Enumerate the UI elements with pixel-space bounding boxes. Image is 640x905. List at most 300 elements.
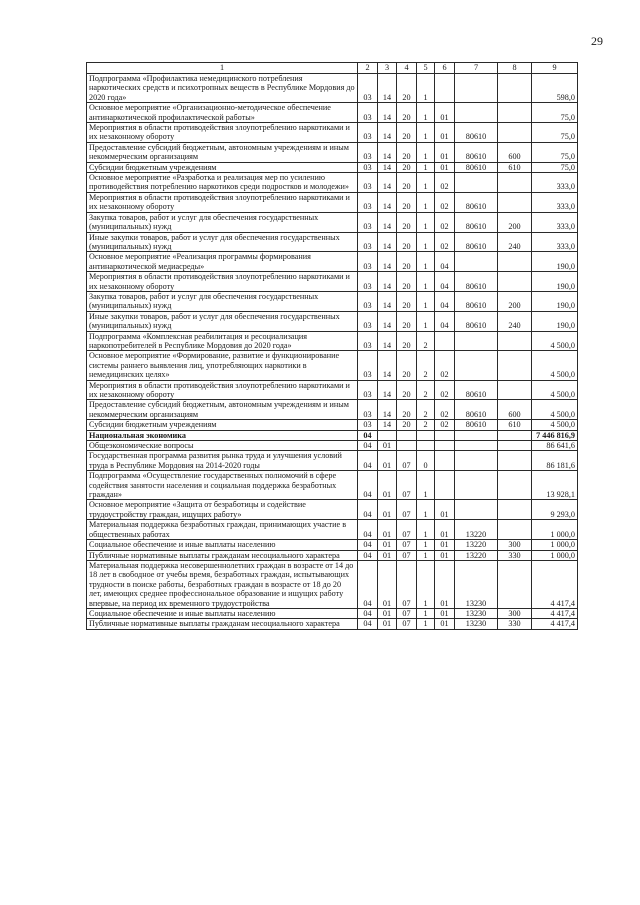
row-subsection: 01 <box>378 471 397 500</box>
row-subprogram: 1 <box>417 74 435 103</box>
row-expense-type: 240 <box>498 232 532 252</box>
row-name: Мероприятия в области противодействия злоупотреблению наркотиками и их незаконному обороту <box>87 192 358 212</box>
table-row <box>87 520 578 540</box>
row-subprogram: 2 <box>417 351 435 380</box>
table-row <box>87 74 578 103</box>
row-event: 02 <box>435 420 455 430</box>
row-section: 03 <box>358 192 378 212</box>
row-sum: 75,0 <box>532 103 578 123</box>
row-subprogram: 2 <box>417 420 435 430</box>
row-expense-type: 200 <box>498 212 532 232</box>
row-name: Социальное обеспечение и иные выплаты населению <box>87 608 358 618</box>
row-program: 20 <box>397 192 417 212</box>
table-row <box>87 471 578 500</box>
row-sum: 190,0 <box>532 291 578 311</box>
row-section: 04 <box>358 441 378 451</box>
row-program: 20 <box>397 212 417 232</box>
row-subprogram: 1 <box>417 471 435 500</box>
row-section: 04 <box>358 560 378 608</box>
row-program: 07 <box>397 471 417 500</box>
col-sum-header: 9 <box>532 63 578 74</box>
row-sum: 190,0 <box>532 252 578 272</box>
row-direction <box>455 103 498 123</box>
row-program: 07 <box>397 608 417 618</box>
table-header-row <box>87 63 578 74</box>
table-row <box>87 451 578 471</box>
col-expense-type-header: 8 <box>498 63 532 74</box>
table-row <box>87 123 578 143</box>
row-name: Основное мероприятие «Формирование, развитие и функционирование системы раннего выявления лиц, употребляющих наркотики в немедицинских целях» <box>87 351 358 380</box>
row-program: 20 <box>397 103 417 123</box>
row-direction <box>455 471 498 500</box>
row-subsection: 14 <box>378 351 397 380</box>
row-subsection: 14 <box>378 252 397 272</box>
row-subprogram: 0 <box>417 451 435 471</box>
table-row <box>87 420 578 430</box>
row-event: 01 <box>435 550 455 560</box>
row-subprogram: 1 <box>417 291 435 311</box>
row-name: Иные закупки товаров, работ и услуг для обеспечения государственных (муниципальных) нужд <box>87 311 358 331</box>
col-program-header: 4 <box>397 63 417 74</box>
row-direction <box>455 173 498 193</box>
row-expense-type: 600 <box>498 142 532 162</box>
row-sum: 1 000,0 <box>532 540 578 550</box>
table-row <box>87 331 578 351</box>
row-event <box>435 430 455 440</box>
table-row <box>87 162 578 172</box>
page-number: 29 <box>591 34 603 48</box>
row-subprogram: 1 <box>417 619 435 629</box>
row-expense-type <box>498 192 532 212</box>
table-row <box>87 441 578 451</box>
row-expense-type <box>498 560 532 608</box>
row-subsection <box>378 430 397 440</box>
col-subprogram-header: 5 <box>417 63 435 74</box>
row-name: Публичные нормативные выплаты гражданам несоциального характера <box>87 619 358 629</box>
row-subsection: 14 <box>378 162 397 172</box>
row-subprogram: 1 <box>417 192 435 212</box>
row-sum: 75,0 <box>532 123 578 143</box>
row-section: 04 <box>358 430 378 440</box>
row-program: 07 <box>397 540 417 550</box>
row-program: 07 <box>397 619 417 629</box>
row-subprogram: 1 <box>417 560 435 608</box>
row-subsection: 01 <box>378 560 397 608</box>
row-event: 02 <box>435 380 455 400</box>
row-event: 01 <box>435 619 455 629</box>
row-section: 03 <box>358 142 378 162</box>
table-row <box>87 608 578 618</box>
table-row <box>87 540 578 550</box>
row-section: 03 <box>358 123 378 143</box>
row-expense-type <box>498 520 532 540</box>
row-expense-type <box>498 331 532 351</box>
row-expense-type <box>498 430 532 440</box>
row-event: 02 <box>435 400 455 420</box>
row-subsection: 01 <box>378 441 397 451</box>
row-subprogram: 1 <box>417 252 435 272</box>
row-section: 04 <box>358 520 378 540</box>
row-name: Подпрограмма «Осуществление государственных полномочий в сфере содействия занятости населения и социальная поддержка безработных граждан» <box>87 471 358 500</box>
budget-table <box>86 62 578 630</box>
row-expense-type <box>498 173 532 193</box>
row-program: 20 <box>397 142 417 162</box>
row-program: 20 <box>397 162 417 172</box>
row-event: 04 <box>435 252 455 272</box>
row-subsection: 01 <box>378 520 397 540</box>
row-direction: 13230 <box>455 619 498 629</box>
row-subprogram: 1 <box>417 212 435 232</box>
row-sum: 333,0 <box>532 192 578 212</box>
table-row <box>87 430 578 440</box>
table-row <box>87 500 578 520</box>
row-subprogram: 1 <box>417 142 435 162</box>
row-direction <box>455 451 498 471</box>
row-name: Подпрограмма «Комплексная реабилитация и ресоциализация наркопотребителей в Республике Мордовия до 2020 года» <box>87 331 358 351</box>
row-expense-type: 330 <box>498 619 532 629</box>
row-program: 07 <box>397 560 417 608</box>
row-direction: 80610 <box>455 123 498 143</box>
row-subprogram <box>417 441 435 451</box>
row-event: 01 <box>435 123 455 143</box>
row-section: 03 <box>358 351 378 380</box>
row-section: 03 <box>358 212 378 232</box>
row-subsection: 14 <box>378 331 397 351</box>
row-direction: 80610 <box>455 291 498 311</box>
row-program: 20 <box>397 74 417 103</box>
row-expense-type: 300 <box>498 540 532 550</box>
row-section: 03 <box>358 232 378 252</box>
row-program: 20 <box>397 420 417 430</box>
row-name: Субсидии бюджетным учреждениям <box>87 162 358 172</box>
row-event: 01 <box>435 540 455 550</box>
row-program: 20 <box>397 272 417 292</box>
row-event: 04 <box>435 272 455 292</box>
row-program: 20 <box>397 400 417 420</box>
row-direction: 80610 <box>455 272 498 292</box>
row-sum: 333,0 <box>532 173 578 193</box>
row-sum: 333,0 <box>532 212 578 232</box>
row-expense-type <box>498 272 532 292</box>
table-row <box>87 619 578 629</box>
row-expense-type <box>498 451 532 471</box>
row-program: 07 <box>397 550 417 560</box>
row-name: Основное мероприятие «Защита от безработицы и содействие трудоустройству граждан, ищущих работу» <box>87 500 358 520</box>
row-sum: 333,0 <box>532 232 578 252</box>
row-sum: 190,0 <box>532 272 578 292</box>
row-expense-type <box>498 441 532 451</box>
row-subprogram: 1 <box>417 540 435 550</box>
row-event: 04 <box>435 311 455 331</box>
row-event <box>435 331 455 351</box>
row-direction: 13220 <box>455 520 498 540</box>
row-name: Мероприятия в области противодействия злоупотреблению наркотиками и их незаконному обороту <box>87 272 358 292</box>
row-section: 03 <box>358 380 378 400</box>
row-section: 03 <box>358 331 378 351</box>
row-subprogram: 1 <box>417 123 435 143</box>
row-name: Закупка товаров, работ и услуг для обеспечения государственных (муниципальных) нужд <box>87 291 358 311</box>
row-subsection: 14 <box>378 103 397 123</box>
col-event-header: 6 <box>435 63 455 74</box>
row-direction: 13230 <box>455 560 498 608</box>
row-section: 03 <box>358 272 378 292</box>
row-subsection: 14 <box>378 173 397 193</box>
row-sum: 190,0 <box>532 311 578 331</box>
row-subsection: 14 <box>378 272 397 292</box>
row-sum: 75,0 <box>532 142 578 162</box>
row-direction <box>455 500 498 520</box>
row-expense-type: 600 <box>498 400 532 420</box>
row-program <box>397 441 417 451</box>
row-section: 03 <box>358 162 378 172</box>
row-name: Мероприятия в области противодействия злоупотреблению наркотиками и их незаконному обороту <box>87 123 358 143</box>
row-event: 02 <box>435 192 455 212</box>
row-subsection: 14 <box>378 232 397 252</box>
row-name: Основное мероприятие «Разработка и реализация мер по усилению противодействия потреблению наркотиков среди подростков и молодежи» <box>87 173 358 193</box>
row-direction <box>455 74 498 103</box>
row-name: Подпрограмма «Профилактика немедицинского потребления наркотических средств и психотропных веществ в Республике Мордовия до 2020 года» <box>87 74 358 103</box>
row-subsection: 14 <box>378 192 397 212</box>
row-name: Материальная поддержка несовершеннолетних граждан в возрасте от 14 до 18 лет в свободное от учебы время, безработных граждан, испытывающих трудности в поиске работы, безработных граждан в возрасте от 18 до 20 лет, имеющих среднее профессиональное образование и ищущих работу впервые, на период их временного трудоустройства <box>87 560 358 608</box>
row-sum: 7 446 816,9 <box>532 430 578 440</box>
row-subprogram: 1 <box>417 272 435 292</box>
row-section: 03 <box>358 311 378 331</box>
row-program: 07 <box>397 451 417 471</box>
row-direction: 80610 <box>455 192 498 212</box>
table-row <box>87 232 578 252</box>
col-direction-header: 7 <box>455 63 498 74</box>
row-subprogram: 1 <box>417 520 435 540</box>
table-row <box>87 560 578 608</box>
col-section-header: 2 <box>358 63 378 74</box>
row-subsection: 01 <box>378 500 397 520</box>
col-name-header: 1 <box>87 63 358 74</box>
row-section: 04 <box>358 608 378 618</box>
row-section: 04 <box>358 451 378 471</box>
row-program: 20 <box>397 380 417 400</box>
row-subprogram: 2 <box>417 380 435 400</box>
row-section: 03 <box>358 420 378 430</box>
row-expense-type <box>498 500 532 520</box>
row-direction: 80610 <box>455 380 498 400</box>
row-event <box>435 451 455 471</box>
row-subsection: 14 <box>378 420 397 430</box>
row-subsection: 14 <box>378 212 397 232</box>
row-sum: 86 641,6 <box>532 441 578 451</box>
row-event: 02 <box>435 232 455 252</box>
row-subsection: 14 <box>378 74 397 103</box>
row-event <box>435 471 455 500</box>
row-section: 04 <box>358 619 378 629</box>
table-row <box>87 103 578 123</box>
row-sum: 598,0 <box>532 74 578 103</box>
row-name: Закупка товаров, работ и услуг для обеспечения государственных (муниципальных) нужд <box>87 212 358 232</box>
row-sum: 86 181,6 <box>532 451 578 471</box>
row-event: 04 <box>435 291 455 311</box>
row-direction: 80610 <box>455 162 498 172</box>
row-section: 03 <box>358 74 378 103</box>
table-body <box>87 74 578 630</box>
row-subsection: 01 <box>378 540 397 550</box>
row-sum: 1 000,0 <box>532 520 578 540</box>
row-subprogram: 1 <box>417 232 435 252</box>
table-row <box>87 550 578 560</box>
row-expense-type <box>498 252 532 272</box>
row-subprogram <box>417 430 435 440</box>
row-subsection: 14 <box>378 123 397 143</box>
row-direction: 13220 <box>455 550 498 560</box>
row-expense-type: 610 <box>498 162 532 172</box>
row-section: 03 <box>358 400 378 420</box>
row-direction: 80610 <box>455 420 498 430</box>
row-subprogram: 1 <box>417 500 435 520</box>
row-direction: 80610 <box>455 142 498 162</box>
row-subsection: 14 <box>378 380 397 400</box>
row-program: 20 <box>397 311 417 331</box>
row-subsection: 01 <box>378 550 397 560</box>
row-expense-type: 330 <box>498 550 532 560</box>
row-event: 01 <box>435 520 455 540</box>
col-subsection-header: 3 <box>378 63 397 74</box>
row-subsection: 14 <box>378 291 397 311</box>
row-event: 01 <box>435 608 455 618</box>
row-event: 01 <box>435 500 455 520</box>
table-row <box>87 380 578 400</box>
row-subsection: 14 <box>378 142 397 162</box>
row-event: 02 <box>435 351 455 380</box>
row-expense-type <box>498 471 532 500</box>
row-program: 07 <box>397 500 417 520</box>
table-row <box>87 173 578 193</box>
row-expense-type <box>498 123 532 143</box>
row-program: 20 <box>397 252 417 272</box>
row-event <box>435 441 455 451</box>
table-row <box>87 291 578 311</box>
row-direction: 13220 <box>455 540 498 550</box>
row-name: Субсидии бюджетным учреждениям <box>87 420 358 430</box>
row-sum: 9 293,0 <box>532 500 578 520</box>
row-sum: 4 500,0 <box>532 380 578 400</box>
row-name: Социальное обеспечение и иные выплаты населению <box>87 540 358 550</box>
row-expense-type <box>498 351 532 380</box>
row-program <box>397 430 417 440</box>
row-event: 01 <box>435 103 455 123</box>
row-expense-type: 240 <box>498 311 532 331</box>
row-program: 20 <box>397 123 417 143</box>
row-direction: 80610 <box>455 311 498 331</box>
row-direction <box>455 331 498 351</box>
row-name: Государственная программа развития рынка труда и улучшения условий труда в Республике Мордовия на 2014-2020 годы <box>87 451 358 471</box>
row-subprogram: 2 <box>417 331 435 351</box>
row-sum: 4 500,0 <box>532 420 578 430</box>
row-event: 02 <box>435 212 455 232</box>
row-event: 02 <box>435 173 455 193</box>
row-direction: 80610 <box>455 212 498 232</box>
table-row <box>87 400 578 420</box>
row-section: 04 <box>358 540 378 550</box>
row-subprogram: 1 <box>417 162 435 172</box>
row-sum: 4 417,4 <box>532 560 578 608</box>
row-program: 07 <box>397 520 417 540</box>
row-subsection: 01 <box>378 608 397 618</box>
row-name: Материальная поддержка безработных граждан, принимающих участие в общественных работах <box>87 520 358 540</box>
row-sum: 4 500,0 <box>532 400 578 420</box>
row-event: 01 <box>435 162 455 172</box>
row-direction: 80610 <box>455 232 498 252</box>
row-direction: 80610 <box>455 400 498 420</box>
row-subsection: 01 <box>378 619 397 629</box>
row-name: Национальная экономика <box>87 430 358 440</box>
table-row <box>87 272 578 292</box>
row-event: 01 <box>435 560 455 608</box>
row-direction <box>455 441 498 451</box>
row-name: Основное мероприятие «Организационно-методическое обеспечение антинаркотической профилактической работы» <box>87 103 358 123</box>
row-subprogram: 1 <box>417 311 435 331</box>
row-name: Основное мероприятие «Реализация программы формирования антинаркотической медиасреды» <box>87 252 358 272</box>
row-program: 20 <box>397 173 417 193</box>
row-section: 04 <box>358 500 378 520</box>
row-name: Иные закупки товаров, работ и услуг для обеспечения государственных (муниципальных) нужд <box>87 232 358 252</box>
table-row <box>87 212 578 232</box>
row-sum: 1 000,0 <box>532 550 578 560</box>
row-program: 20 <box>397 291 417 311</box>
row-section: 04 <box>358 550 378 560</box>
table-row <box>87 252 578 272</box>
row-expense-type <box>498 380 532 400</box>
row-sum: 4 500,0 <box>532 331 578 351</box>
row-direction <box>455 351 498 380</box>
row-expense-type: 200 <box>498 291 532 311</box>
row-section: 03 <box>358 252 378 272</box>
table-row <box>87 351 578 380</box>
row-section: 03 <box>358 173 378 193</box>
row-event: 01 <box>435 142 455 162</box>
row-subprogram: 1 <box>417 550 435 560</box>
row-subprogram: 2 <box>417 400 435 420</box>
table-row <box>87 192 578 212</box>
row-sum: 4 500,0 <box>532 351 578 380</box>
row-sum: 75,0 <box>532 162 578 172</box>
row-program: 20 <box>397 331 417 351</box>
row-direction <box>455 252 498 272</box>
row-expense-type <box>498 103 532 123</box>
row-subsection: 14 <box>378 311 397 331</box>
row-section: 03 <box>358 291 378 311</box>
table-row <box>87 311 578 331</box>
row-program: 20 <box>397 351 417 380</box>
row-subprogram: 1 <box>417 173 435 193</box>
row-expense-type <box>498 74 532 103</box>
row-section: 04 <box>358 471 378 500</box>
row-program: 20 <box>397 232 417 252</box>
row-expense-type: 610 <box>498 420 532 430</box>
row-expense-type: 300 <box>498 608 532 618</box>
row-name: Общеэкономические вопросы <box>87 441 358 451</box>
row-event <box>435 74 455 103</box>
row-direction <box>455 430 498 440</box>
row-sum: 13 928,1 <box>532 471 578 500</box>
row-sum: 4 417,4 <box>532 619 578 629</box>
row-subsection: 14 <box>378 400 397 420</box>
row-subprogram: 1 <box>417 103 435 123</box>
row-subsection: 01 <box>378 451 397 471</box>
row-subprogram: 1 <box>417 608 435 618</box>
row-name: Публичные нормативные выплаты гражданам несоциального характера <box>87 550 358 560</box>
row-section: 03 <box>358 103 378 123</box>
row-name: Мероприятия в области противодействия злоупотреблению наркотиками и их незаконному обороту <box>87 380 358 400</box>
row-direction: 13230 <box>455 608 498 618</box>
row-name: Предоставление субсидий бюджетным, автономным учреждениям и иным некоммерческим организациям <box>87 400 358 420</box>
